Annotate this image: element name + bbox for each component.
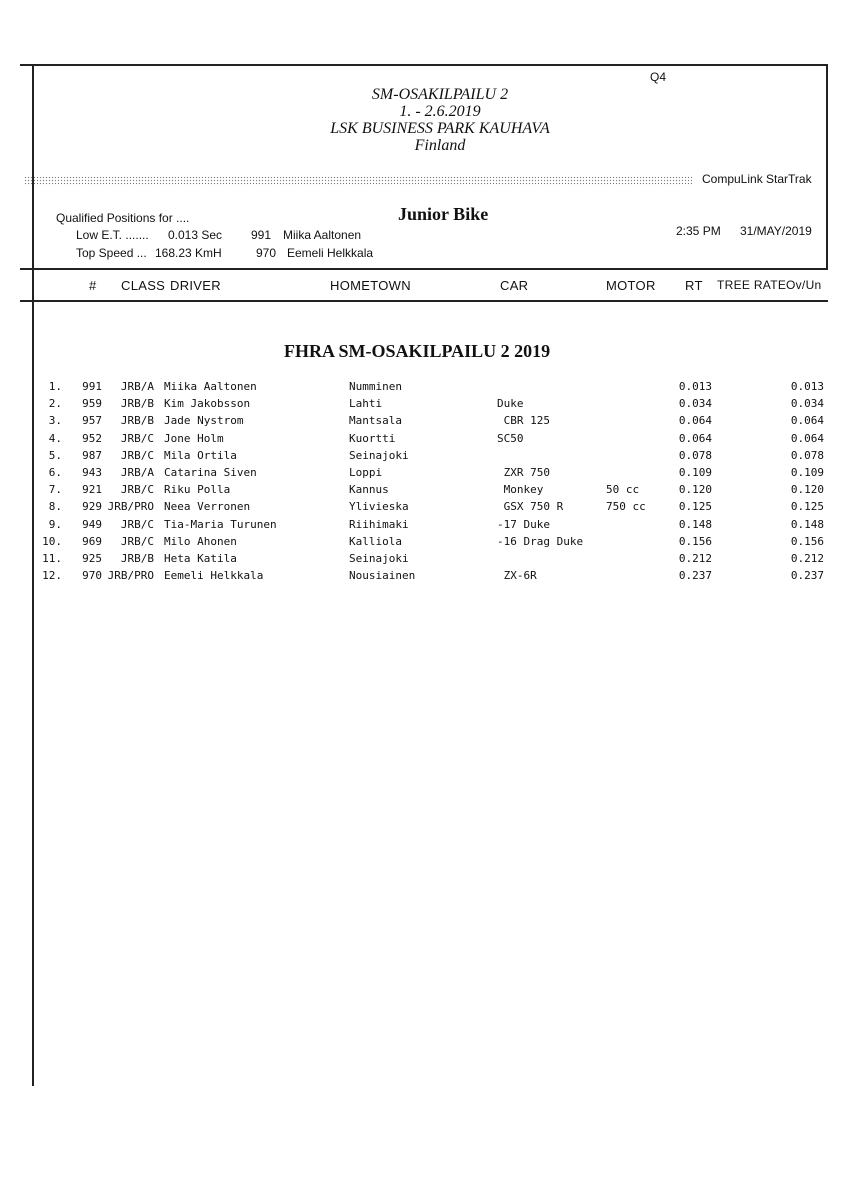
- row-driver: Riku Polla: [164, 483, 231, 497]
- row-car: ZXR 750: [497, 466, 550, 479]
- row-ovun: 0.120: [790, 483, 824, 497]
- row-ovun: 0.013: [790, 380, 824, 393]
- row-ovun: 0.237: [790, 569, 824, 583]
- row-hometown: Nousiainen: [349, 569, 416, 583]
- row-position: 10.: [42, 534, 62, 548]
- row-number: 943: [82, 466, 102, 479]
- row-hometown: Riihimaki: [349, 517, 409, 531]
- row-class: JRB/PRO: [107, 569, 154, 583]
- row-class: JRB/C: [120, 431, 154, 445]
- row-rt: 0.064: [678, 431, 712, 445]
- table-row: [0, 380, 848, 397]
- table-row: [0, 500, 848, 517]
- top-border-line: [20, 64, 828, 66]
- row-rt: 0.148: [678, 517, 712, 531]
- col-header-tree-rate: TREE RATE: [717, 278, 787, 292]
- row-rt: 0.013: [678, 380, 712, 393]
- table-row: [0, 518, 848, 535]
- row-class: JRB/B: [120, 552, 154, 565]
- row-class: JRB/C: [120, 448, 154, 462]
- top-speed-number: 970: [256, 246, 277, 260]
- row-car: Monkey: [497, 483, 544, 497]
- row-driver: Kim Jakobsson: [164, 397, 251, 411]
- table-row: [0, 449, 848, 466]
- row-rt: 0.125: [678, 500, 712, 514]
- row-car: -16 Drag Duke: [497, 534, 584, 548]
- event-country: Finland: [414, 137, 466, 154]
- row-driver: Miika Aaltonen: [164, 380, 257, 393]
- row-number: 921: [82, 483, 102, 497]
- system-name: CompuLink StarTrak: [702, 172, 812, 186]
- row-motor: 750 cc: [606, 500, 646, 514]
- row-rt: 0.212: [678, 552, 712, 565]
- row-driver: Jade Nystrom: [164, 414, 244, 428]
- row-car: -17 Duke: [497, 517, 550, 531]
- col-header-ovun: Ov/Un: [786, 278, 822, 292]
- low-et-value: 0.013 Sec: [168, 228, 223, 242]
- col-header-rt: RT: [685, 278, 703, 293]
- report-date: 31/MAY/2019: [740, 224, 812, 238]
- row-car: GSX 750 R: [497, 500, 564, 514]
- col-header-num: #: [89, 278, 97, 293]
- row-number: 925: [82, 552, 102, 565]
- row-number: 970: [82, 569, 102, 583]
- row-ovun: 0.125: [790, 500, 824, 514]
- row-driver: Milo Ahonen: [164, 534, 237, 548]
- row-car: ZX-6R: [497, 569, 537, 583]
- row-ovun: 0.148: [790, 517, 824, 531]
- row-hometown: Seinajoki: [349, 448, 409, 462]
- table-row: [0, 397, 848, 414]
- row-position: 8.: [48, 500, 62, 514]
- row-rt: 0.064: [678, 414, 712, 428]
- row-position: 6.: [48, 466, 62, 479]
- row-ovun: 0.034: [790, 397, 824, 411]
- row-rt: 0.078: [678, 448, 712, 462]
- row-rt: 0.237: [678, 569, 712, 583]
- table-row: [0, 535, 848, 552]
- event-dates: 1. - 2.6.2019: [399, 103, 481, 120]
- low-et-label: Low E.T. .......: [76, 228, 149, 242]
- row-number: 929: [82, 500, 102, 514]
- page-code: Q4: [650, 70, 667, 84]
- row-driver: Mila Ortila: [164, 448, 237, 462]
- row-position: 12.: [42, 569, 62, 583]
- col-header-class: CLASS: [121, 278, 166, 293]
- row-position: 9.: [48, 517, 62, 531]
- row-class: JRB/C: [120, 483, 154, 497]
- row-number: 949: [82, 517, 102, 531]
- event-venue: LSK BUSINESS PARK KAUHAVA: [330, 120, 550, 137]
- separator-line-1: [20, 268, 828, 270]
- table-row: [0, 466, 848, 483]
- row-position: 1.: [48, 380, 62, 393]
- row-ovun: 0.212: [790, 552, 824, 565]
- table-row: [0, 483, 848, 500]
- col-header-car: CAR: [500, 278, 529, 293]
- qualified-label: Qualified Positions for ....: [56, 211, 190, 225]
- row-number: 952: [82, 431, 102, 445]
- row-position: 4.: [48, 431, 62, 445]
- col-header-motor: MOTOR: [606, 278, 656, 293]
- row-hometown: Loppi: [349, 466, 383, 479]
- low-et-number: 991: [251, 228, 272, 242]
- category-title: Junior Bike: [398, 204, 489, 224]
- row-ovun: 0.064: [790, 414, 824, 428]
- top-speed-value: 168.23 KmH: [155, 246, 222, 260]
- row-ovun: 0.109: [790, 466, 824, 479]
- row-class: JRB/A: [120, 380, 154, 393]
- row-class: JRB/B: [120, 397, 154, 411]
- row-number: 959: [82, 397, 102, 411]
- separator-line-2: [20, 300, 828, 302]
- low-et-driver: Miika Aaltonen: [283, 228, 362, 242]
- row-rt: 0.120: [678, 483, 712, 497]
- row-hometown: Ylivieska: [349, 500, 409, 514]
- row-position: 11.: [42, 552, 62, 565]
- row-ovun: 0.078: [790, 448, 824, 462]
- row-class: JRB/C: [120, 517, 154, 531]
- row-rt: 0.034: [678, 397, 712, 411]
- row-number: 969: [82, 534, 102, 548]
- table-row: [0, 569, 848, 586]
- row-position: 7.: [48, 483, 62, 497]
- row-hometown: Seinajoki: [349, 552, 409, 565]
- row-rt: 0.109: [678, 466, 712, 479]
- row-hometown: Kalliola: [349, 534, 402, 548]
- row-position: 3.: [48, 414, 62, 428]
- row-driver: Neea Verronen: [164, 500, 251, 514]
- dotted-divider: [24, 176, 692, 186]
- row-driver: Heta Katila: [164, 552, 237, 565]
- row-hometown: Kuortti: [349, 431, 396, 445]
- row-driver: Eemeli Helkkala: [164, 569, 264, 583]
- top-speed-driver: Eemeli Helkkala: [287, 246, 374, 260]
- row-car: SC50: [497, 431, 524, 445]
- row-ovun: 0.156: [790, 534, 824, 548]
- row-number: 987: [82, 448, 102, 462]
- row-number: 957: [82, 414, 102, 428]
- row-car: Duke: [497, 397, 524, 411]
- event-title: SM-OSAKILPAILU 2: [371, 86, 509, 103]
- row-class: JRB/B: [120, 414, 154, 428]
- row-position: 2.: [48, 397, 62, 411]
- table-row: [0, 414, 848, 431]
- row-position: 5.: [48, 448, 62, 462]
- row-car: CBR 125: [497, 414, 550, 428]
- row-driver: Jone Holm: [164, 431, 224, 445]
- row-hometown: Mantsala: [349, 414, 402, 428]
- row-class: JRB/C: [120, 534, 154, 548]
- row-driver: Tia-Maria Turunen: [164, 517, 277, 531]
- row-rt: 0.156: [678, 534, 712, 548]
- row-hometown: Kannus: [349, 483, 389, 497]
- right-border-line: [826, 64, 828, 268]
- col-header-driver: DRIVER: [170, 278, 221, 293]
- report-time: 2:35 PM: [676, 224, 721, 238]
- section-title: FHRA SM-OSAKILPAILU 2 2019: [284, 341, 551, 361]
- top-speed-label: Top Speed ...: [76, 246, 147, 260]
- row-class: JRB/PRO: [107, 500, 154, 514]
- table-row: [0, 432, 848, 449]
- row-ovun: 0.064: [790, 431, 824, 445]
- col-header-hometown: HOMETOWN: [330, 278, 411, 293]
- row-driver: Catarina Siven: [164, 466, 257, 479]
- row-hometown: Lahti: [349, 397, 383, 411]
- row-number: 991: [82, 380, 102, 393]
- row-hometown: Numminen: [349, 380, 402, 393]
- row-motor: 50 cc: [606, 483, 640, 497]
- table-row: [0, 552, 848, 569]
- row-class: JRB/A: [120, 466, 154, 479]
